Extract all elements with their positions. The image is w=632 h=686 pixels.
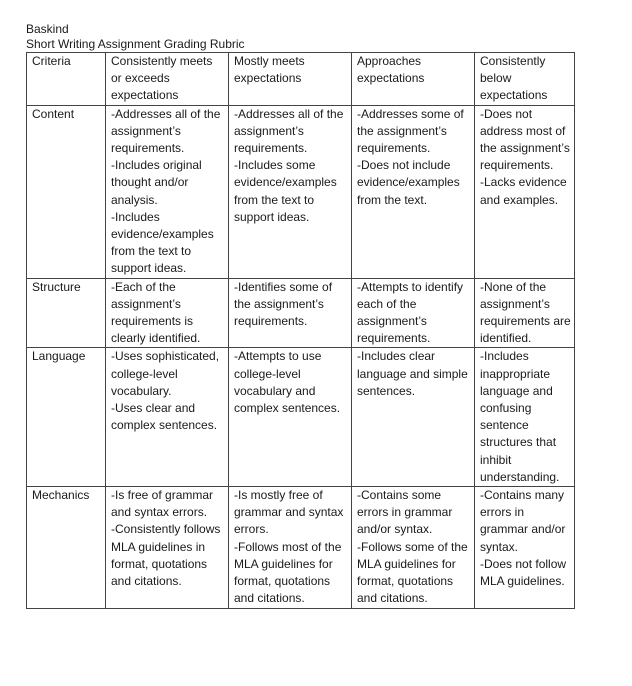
header-exceeds: Consistently meets or exceeds expectations [106, 53, 229, 106]
descriptor: -Includes original thought and/or analysis. [111, 158, 202, 207]
descriptor: -Contains many errors in grammar and/or syntax. [480, 488, 566, 554]
rubric-cell [229, 348, 352, 487]
descriptor: -Attempts to identify each of the assignment’s requirements. [357, 279, 464, 346]
rubric-table [26, 52, 575, 609]
rubric-cell [229, 487, 352, 608]
descriptor: -Consistently follows MLA guidelines in format, quotations and citations. [111, 522, 221, 589]
descriptor: -Does not include evidence/examples from the text. [357, 158, 460, 207]
descriptor: -Includes inappropriate language and confusing sentence structures that inhibit understanding. [480, 349, 560, 484]
descriptor: -Identifies some of the assignment’s requirements. [234, 279, 333, 329]
rubric-header-row [27, 53, 575, 106]
rubric-cell [352, 278, 475, 348]
rubric-row-structure [27, 278, 575, 348]
descriptor: -Follows most of the MLA guidelines for format, quotations and citations. [234, 539, 342, 606]
rubric-cell [229, 105, 352, 278]
descriptor: -Uses sophisticated, college-level vocabulary. [111, 349, 220, 398]
descriptor: -Follows some of the MLA guidelines for format, quotations and citations. [357, 539, 468, 606]
document-page [26, 22, 586, 609]
rubric-cell [475, 278, 575, 348]
rubric-cell [106, 278, 229, 348]
descriptor: -Addresses some of the assignment’s requirements. [357, 106, 464, 156]
author-name: Baskind [26, 22, 69, 36]
descriptor: -Contains some errors in grammar and/or syntax. [357, 488, 453, 537]
descriptor: -Addresses all of the assignment’s requirements. [111, 106, 221, 156]
descriptor: -Attempts to use college-level vocabulary and complex sentences. [234, 349, 341, 416]
rubric-cell [229, 278, 352, 348]
descriptor: -Lacks evidence and examples. [480, 175, 567, 207]
criterion-label: Structure [27, 278, 106, 348]
header-mostly-meets: Mostly meets expectations [229, 53, 352, 106]
document-title: Short Writing Assignment Grading Rubric [26, 37, 245, 51]
criterion-label: Mechanics [27, 487, 106, 608]
rubric-row-content [27, 105, 575, 278]
header-criteria: Criteria [27, 53, 106, 106]
descriptor: -Uses clear and complex sentences. [111, 401, 218, 433]
descriptor: -None of the assignment’s requirements are identified. [480, 279, 571, 346]
rubric-cell [106, 348, 229, 487]
rubric-row-language [27, 348, 575, 487]
rubric-cell [106, 105, 229, 278]
descriptor: -Each of the assignment’s requirements is clearly identified. [111, 279, 201, 346]
rubric-row-mechanics [27, 487, 575, 608]
descriptor: -Includes clear language and simple sentences. [357, 349, 468, 398]
rubric-cell [475, 487, 575, 608]
header-approaches: Approaches expectations [352, 53, 475, 106]
descriptor: -Does not address most of the assignment’s requirements. [480, 106, 570, 173]
rubric-cell [475, 105, 575, 278]
criterion-label: Content [27, 105, 106, 278]
header-below: Consistently below expectations [475, 53, 575, 106]
rubric-cell [352, 348, 475, 487]
rubric-cell [352, 105, 475, 278]
descriptor: -Is free of grammar and syntax errors. [111, 488, 214, 520]
descriptor: -Is mostly free of grammar and syntax errors. [234, 488, 344, 537]
rubric-cell [106, 487, 229, 608]
rubric-cell [352, 487, 475, 608]
criterion-label: Language [27, 348, 106, 487]
descriptor: -Includes some evidence/examples from the text to support ideas. [234, 158, 337, 224]
rubric-cell [475, 348, 575, 487]
descriptor: -Addresses all of the assignment’s requirements. [234, 106, 344, 156]
descriptor: -Does not follow MLA guidelines. [480, 556, 567, 589]
descriptor: -Includes evidence/examples from the text to support ideas. [111, 209, 214, 276]
